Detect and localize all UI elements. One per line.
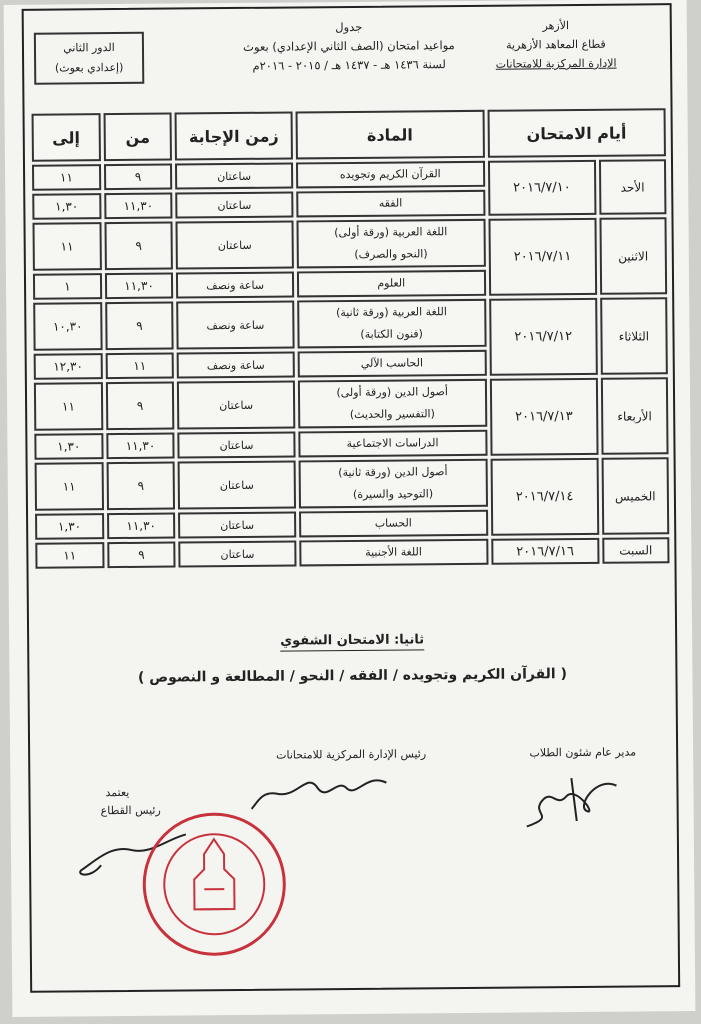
title-line: لسنة ١٤٣٦ هـ - ١٤٣٧ هـ / ٢٠١٥ - ٢٠١٦م xyxy=(252,57,446,73)
from-time-cell: ٩ xyxy=(106,382,175,431)
title-line: جدول xyxy=(335,19,363,35)
table-row xyxy=(32,159,666,191)
to-time-cell: ١١ xyxy=(34,382,103,431)
signature-central-admin: رئيس الإدارة المركزية للامتحانات xyxy=(276,747,427,762)
from-time-cell: ١١,٣٠ xyxy=(105,273,174,300)
duration-cell: ساعة ونصف xyxy=(176,271,294,298)
org-line: الإدارة المركزية للامتحانات xyxy=(495,56,617,71)
from-time-cell: ٩ xyxy=(105,302,174,351)
table-header-row xyxy=(32,108,666,162)
from-time-cell: ٩ xyxy=(104,222,173,271)
table-row xyxy=(35,457,669,511)
from-time-cell: ٩ xyxy=(107,542,176,569)
signature-sector-head: رئيس القطاع xyxy=(100,803,161,818)
subject-line: القرآن الكريم وتجويده xyxy=(339,167,441,182)
subject-cell xyxy=(299,510,488,538)
from-time-cell: ١١,٣٠ xyxy=(106,433,175,460)
handwritten-signature-1 xyxy=(516,766,627,837)
duration-cell: ساعة ونصف xyxy=(177,351,295,378)
to-time-cell: ١١ xyxy=(35,462,104,511)
subject-cell xyxy=(297,350,486,378)
subject-line: الفقه xyxy=(378,196,403,210)
duration-cell: ساعتان xyxy=(175,162,293,189)
official-stamp xyxy=(139,809,290,960)
subject-line: (التفسير والحديث) xyxy=(349,407,435,421)
to-time-cell: ١١ xyxy=(32,222,101,271)
subject-line: أصول الدين (ورقة ثانية) xyxy=(338,465,448,480)
subject-line: الحساب xyxy=(374,516,412,530)
date-cell: ٢٠١٦/٧/١٤ xyxy=(490,458,599,536)
header-subject: المادة xyxy=(295,110,484,160)
header-from: من xyxy=(103,113,172,162)
oral-exam-title: ثانيا: الامتحان الشفوي xyxy=(29,630,675,651)
round-line: (إعدادي بعوث) xyxy=(54,60,124,75)
date-cell: ٢٠١٦/٧/١١ xyxy=(488,218,597,296)
subject-line: (النحو والصرف) xyxy=(354,247,428,261)
subject-line: العلوم xyxy=(377,276,406,290)
day-cell: الخميس xyxy=(601,457,669,535)
duration-cell: ساعتان xyxy=(176,220,294,269)
header-duration: زمن الإجابة xyxy=(175,111,293,160)
oral-exam-subjects: ( القرآن الكريم وتجويده / الفقه / النحو / المطالعة و النصوص ) xyxy=(137,666,568,686)
table-row xyxy=(35,537,669,569)
from-time-cell: ٩ xyxy=(104,164,173,191)
duration-cell: ساعتان xyxy=(178,511,296,538)
day-cell: الأحد xyxy=(599,159,667,215)
subject-cell xyxy=(299,539,488,567)
exam-round-box xyxy=(34,32,144,85)
from-time-cell: ٩ xyxy=(106,462,175,511)
subject-cell xyxy=(296,190,485,218)
document-page xyxy=(4,0,696,1017)
from-time-cell: ١١ xyxy=(105,353,174,380)
subject-line: اللغة العربية (ورقة أولى) xyxy=(334,225,448,240)
subject-line: (التوحيد والسيرة) xyxy=(352,487,434,501)
from-time-cell: ١١,٣٠ xyxy=(104,193,173,220)
from-time-cell: ١١,٣٠ xyxy=(107,513,176,540)
document-frame xyxy=(22,3,681,993)
duration-cell: ساعتان xyxy=(178,431,296,458)
subject-cell xyxy=(297,270,486,298)
day-cell: السبت xyxy=(602,537,669,564)
to-time-cell: ١١ xyxy=(35,542,104,569)
subject-cell xyxy=(298,459,487,509)
duration-cell: ساعتان xyxy=(179,540,297,567)
duration-cell: ساعتان xyxy=(178,460,296,509)
subject-line: الحاسب الآلي xyxy=(360,356,424,370)
org-line: قطاع المعاهد الأزهرية xyxy=(506,37,606,52)
to-time-cell: ١,٣٠ xyxy=(32,193,101,220)
to-time-cell: ١١ xyxy=(32,164,101,191)
subject-cell xyxy=(298,430,487,458)
subject-cell xyxy=(296,161,485,189)
to-time-cell: ١ xyxy=(33,273,102,300)
org-header xyxy=(456,15,656,74)
signature-student-affairs: مدير عام شئون الطلاب xyxy=(529,745,637,760)
exam-schedule-table xyxy=(29,105,673,572)
to-time-cell: ١٠,٣٠ xyxy=(33,302,102,351)
org-line: الأزهر xyxy=(542,19,570,33)
subject-cell xyxy=(296,219,485,269)
to-time-cell: ١,٣٠ xyxy=(34,433,103,460)
subject-cell xyxy=(297,299,486,349)
subject-line: الدراسات الاجتماعية xyxy=(346,436,439,451)
date-cell: ٢٠١٦/٧/١٣ xyxy=(490,378,599,456)
header-to: إلى xyxy=(32,113,101,162)
to-time-cell: ١,٣٠ xyxy=(35,513,104,540)
subject-cell xyxy=(298,379,487,429)
subject-line: (فنون الكتابة) xyxy=(360,327,423,341)
duration-cell: ساعتان xyxy=(177,380,295,429)
table-row xyxy=(34,377,668,431)
date-cell: ٢٠١٦/٧/١٦ xyxy=(491,538,599,565)
table-row xyxy=(33,297,667,351)
day-cell: الثلاثاء xyxy=(600,297,668,375)
title-line: مواعيد امتحان (الصف الثاني الإعدادي) بعوث xyxy=(243,38,455,54)
to-time-cell: ١٢,٣٠ xyxy=(34,353,103,380)
duration-cell: ساعة ونصف xyxy=(177,300,295,349)
subject-line: اللغة الأجنبية xyxy=(365,545,422,559)
day-cell: الاثنين xyxy=(599,217,667,295)
round-line: الدور الثاني xyxy=(63,41,115,55)
header-days: أيام الامتحان xyxy=(487,108,666,158)
subject-line: اللغة العربية (ورقة ثانية) xyxy=(335,305,447,320)
date-cell: ٢٠١٦/٧/١٠ xyxy=(488,160,597,216)
date-cell: ٢٠١٦/٧/١٢ xyxy=(489,298,598,376)
day-cell: الأربعاء xyxy=(601,377,669,455)
table-row xyxy=(32,217,666,271)
subject-line: أصول الدين (ورقة أولى) xyxy=(336,385,448,400)
schedule-title xyxy=(214,17,484,76)
duration-cell: ساعتان xyxy=(176,191,294,218)
approved-label: يعتمد xyxy=(105,785,130,800)
